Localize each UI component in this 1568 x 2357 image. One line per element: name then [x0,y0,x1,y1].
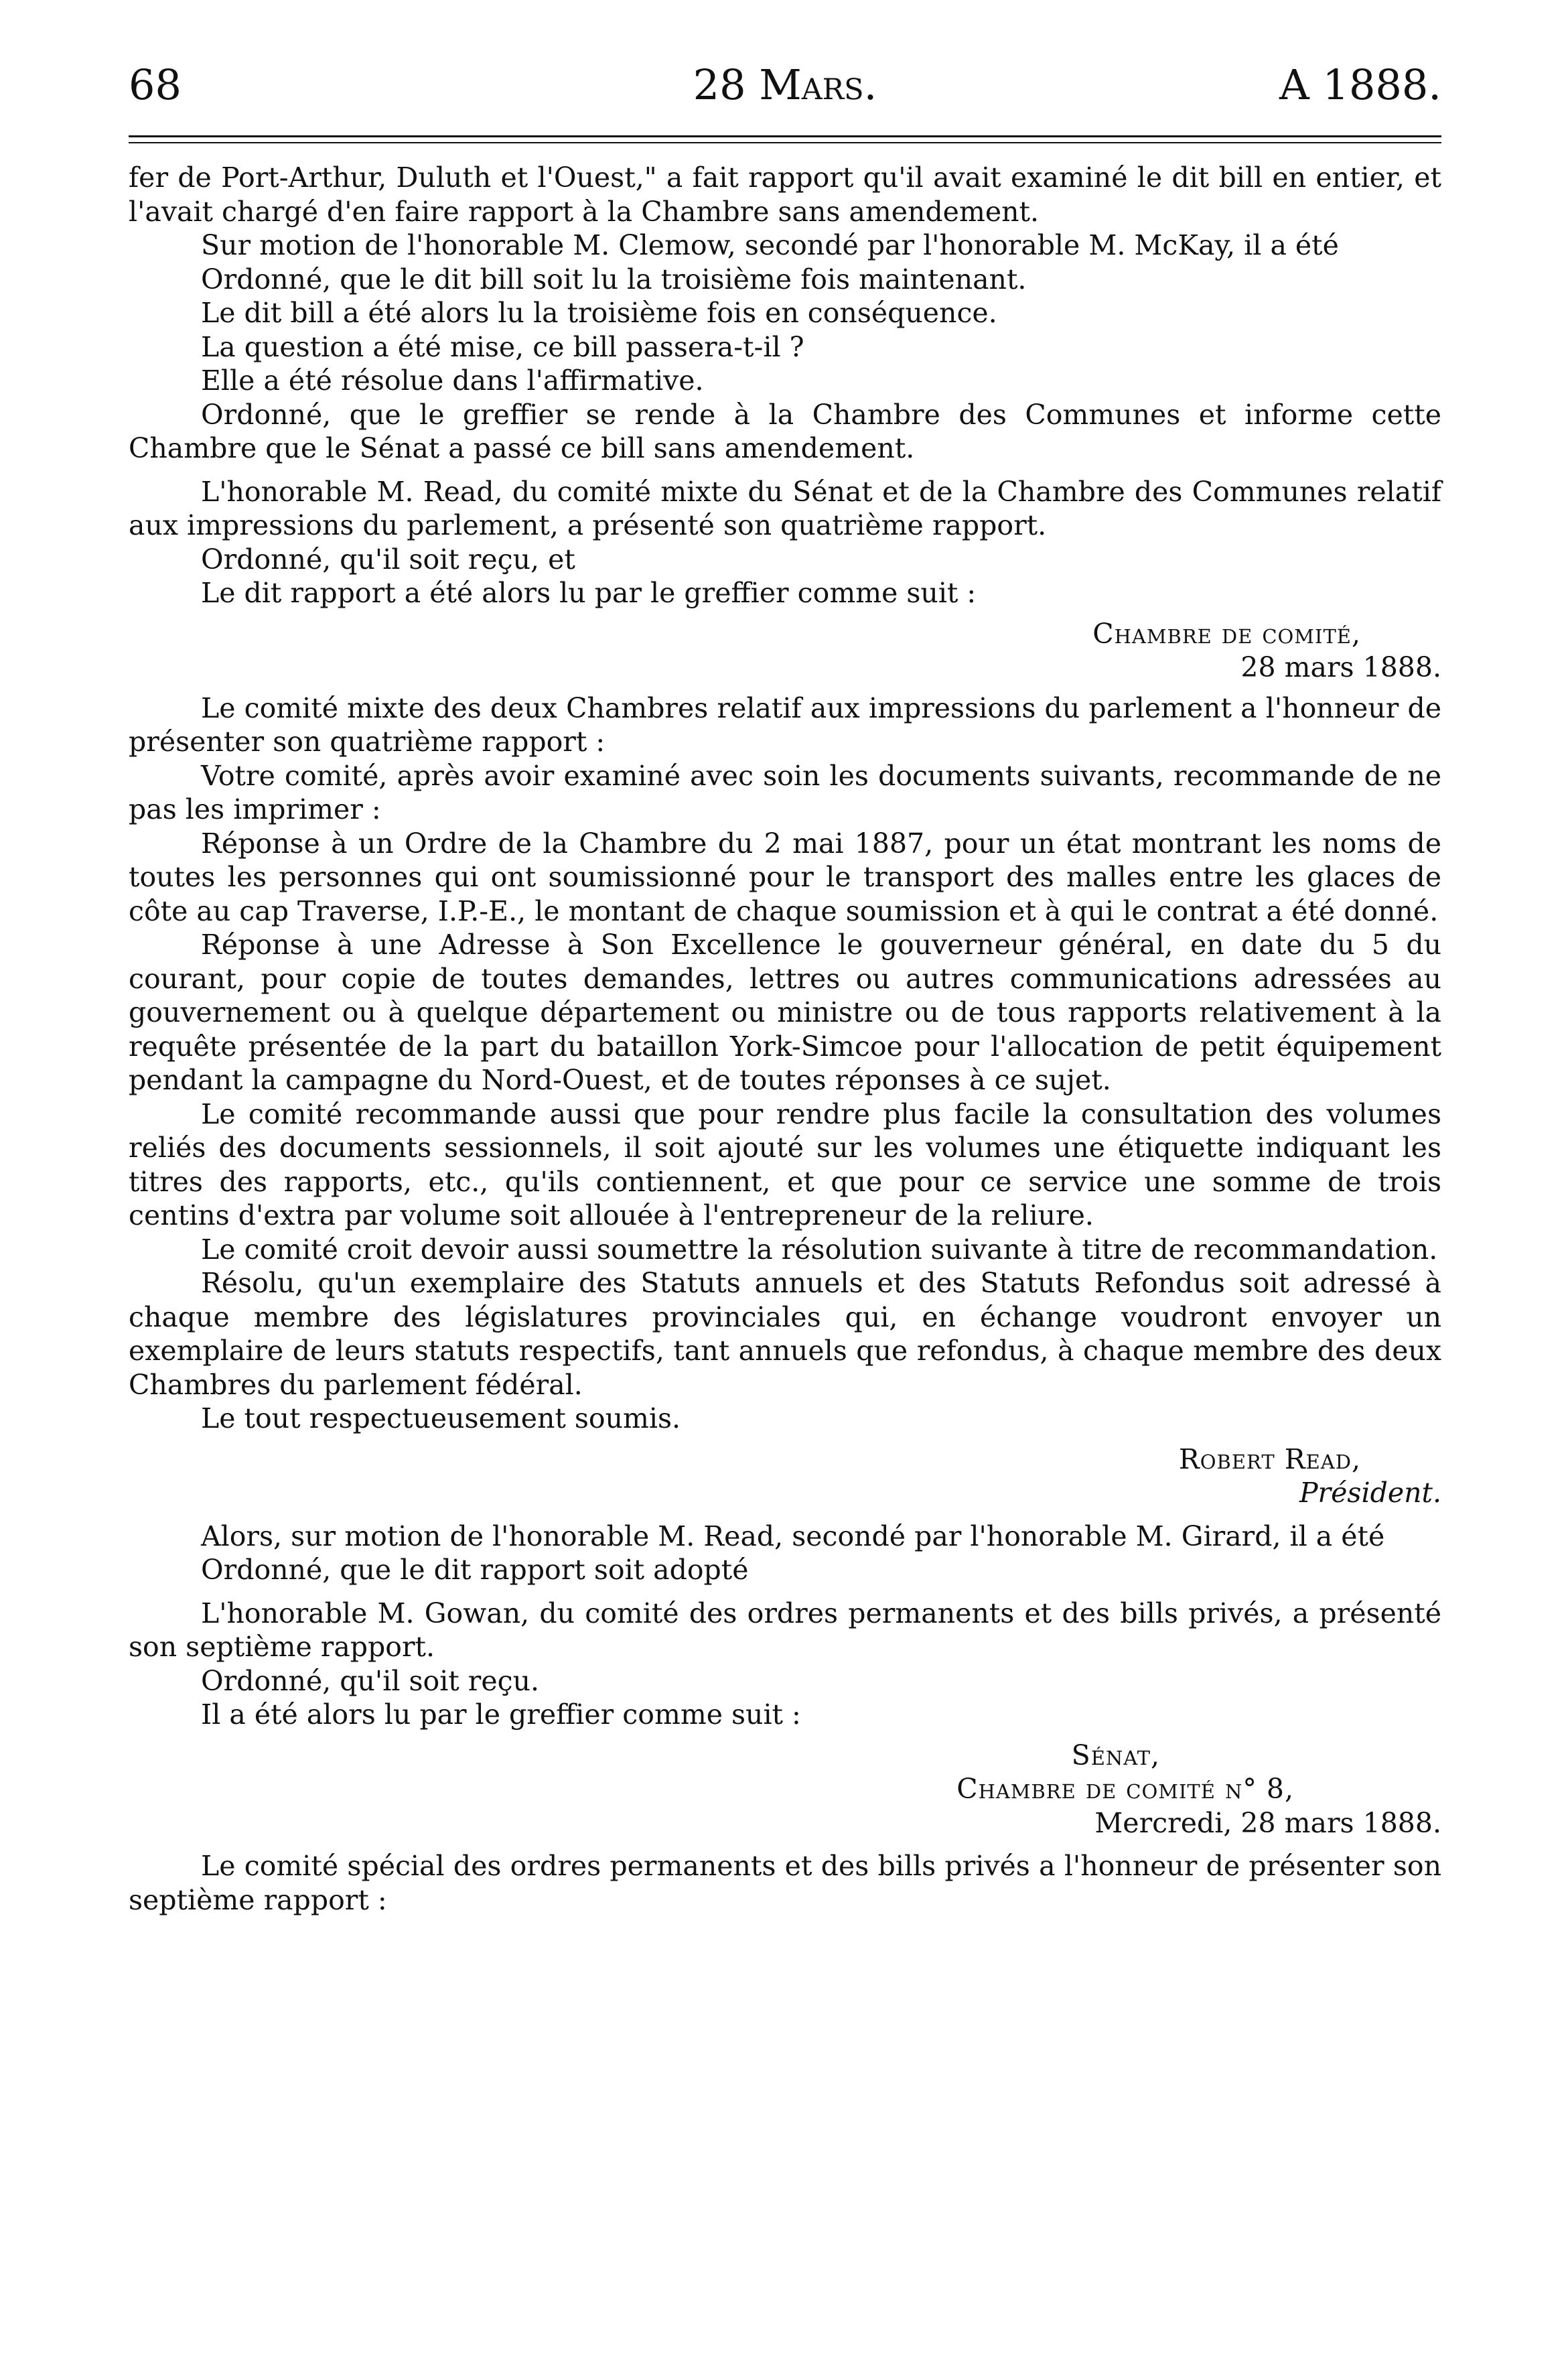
paragraph: Il a été alors lu par le greffier comme suit : [201,1698,801,1731]
header-date: 28 Mars. [693,60,877,109]
report-paragraph: Le tout respectueusement soumis. [201,1402,681,1434]
report-paragraph: Réponse à une Adresse à Son Excellence le gouverneur général, en date du 5 du courant, pour copie de toutes demandes, lettres ou autres communications adressées au gouvernement ou à quelque département ou ministre ou de tous rapports relativement à la requête présentée de la part du bataillon York-Simcoe pour l'allocation de petit équipement pendant la campagne du Nord-Ouest, et de toutes réponses à ce sujet. [129,929,1441,1096]
committee-heading [129,617,1441,685]
page-body [129,161,1441,1917]
senate-heading [129,1739,1441,1840]
paragraph: Alors, sur motion de l'honorable M. Read, secondé par l'honorable M. Girard, il a été [201,1520,1385,1552]
running-header [129,60,1441,127]
header-rule [129,135,1441,137]
paragraph: Ordonné, que le dit bill soit lu la troisième fois maintenant. [201,263,1027,295]
paragraph: Sur motion de l'honorable M. Clemow, secondé par l'honorable M. McKay, il a été [201,229,1339,261]
paragraph: Le comité spécial des ordres permanents et des bills privés a l'honneur de présenter son septième rapport : [129,1850,1441,1916]
signature-name: Robert Read, [1178,1442,1361,1475]
paragraph: Ordonné, que le greffier se rende à la Chambre des Communes et informe cette Chambre que le Sénat a passé ce bill sans amendement. [129,398,1441,464]
paragraph: Elle a été résolue dans l'affirmative. [201,364,704,397]
paragraph: Ordonné, qu'il soit reçu. [201,1664,540,1697]
senate-committee-room: Chambre de comité n° 8, [956,1773,1294,1805]
senate-date: Mercredi, 28 mars 1888. [1094,1806,1441,1839]
committee-place: Chambre de comité, [1092,617,1361,650]
senate-label: Sénat, [1071,1739,1160,1771]
committee-date: 28 mars 1888. [1240,651,1441,683]
paragraph: L'honorable M. Gowan, du comité des ordres permanents et des bills privés, a présenté son septième rapport. [129,1597,1441,1663]
paragraph: Ordonné, que le dit rapport soit adopté [201,1554,749,1586]
report-paragraph: Résolu, qu'un exemplaire des Statuts annuels et des Statuts Refondus soit adressé à chaque membre des législatures provinciales qui, en échange voudront envoyer un exemplaire de leurs statuts respectifs, tant annuels que refondus, à chaque membre des deux Chambres du parlement fédéral. [129,1267,1441,1401]
paragraph: Le dit rapport a été alors lu par le greffier comme suit : [201,577,977,609]
report-paragraph: Le comité recommande aussi que pour rendre plus facile la consultation des volumes reliés des documents sessionnels, il soit ajouté sur les volumes une étiquette indiquant les titres des rapports, etc., qu'ils contiennent, et que pour ce service une somme de trois centins d'extra par volume soit allouée à l'entrepreneur de la reliure. [129,1097,1441,1231]
report-paragraph: Le comité mixte des deux Chambres relatif aux impressions du parlement a l'honneur de présenter son quatrième rapport : [129,691,1441,758]
page-number: 68 [129,60,182,109]
header-year: A 1888. [1279,60,1441,109]
signature-block [129,1442,1441,1510]
page [129,60,1441,1916]
signature-title: Président. [1299,1477,1441,1509]
report-paragraph: Le comité croit devoir aussi soumettre la résolution suivante à titre de recommandation. [201,1233,1438,1266]
paragraph: La question a été mise, ce bill passera-t-il ? [201,330,804,363]
report-paragraph: Réponse à un Ordre de la Chambre du 2 mai 1887, pour un état montrant les noms de toutes les personnes qui ont soumissionné pour le transport des malles entre les glaces de côte au cap Traverse, I.P.-E., le montant de chaque soumission et à qui le contrat a été donné. [129,827,1441,927]
header-rule-thin [129,142,1441,143]
paragraph: fer de Port-Arthur, Duluth et l'Ouest," a fait rapport qu'il avait examiné le dit bill en entier, et l'avait chargé d'en faire rapport à la Chambre sans amendement. [129,161,1441,228]
paragraph: Le dit bill a été alors lu la troisième fois en conséquence. [201,297,997,329]
report-paragraph: Votre comité, après avoir examiné avec soin les documents suivants, recommande de ne pas les imprimer : [129,759,1441,825]
paragraph: Ordonné, qu'il soit reçu, et [201,543,575,576]
paragraph: L'honorable M. Read, du comité mixte du Sénat et de la Chambre des Communes relatif aux impressions du parlement, a présenté son quatrième rapport. [129,475,1441,541]
